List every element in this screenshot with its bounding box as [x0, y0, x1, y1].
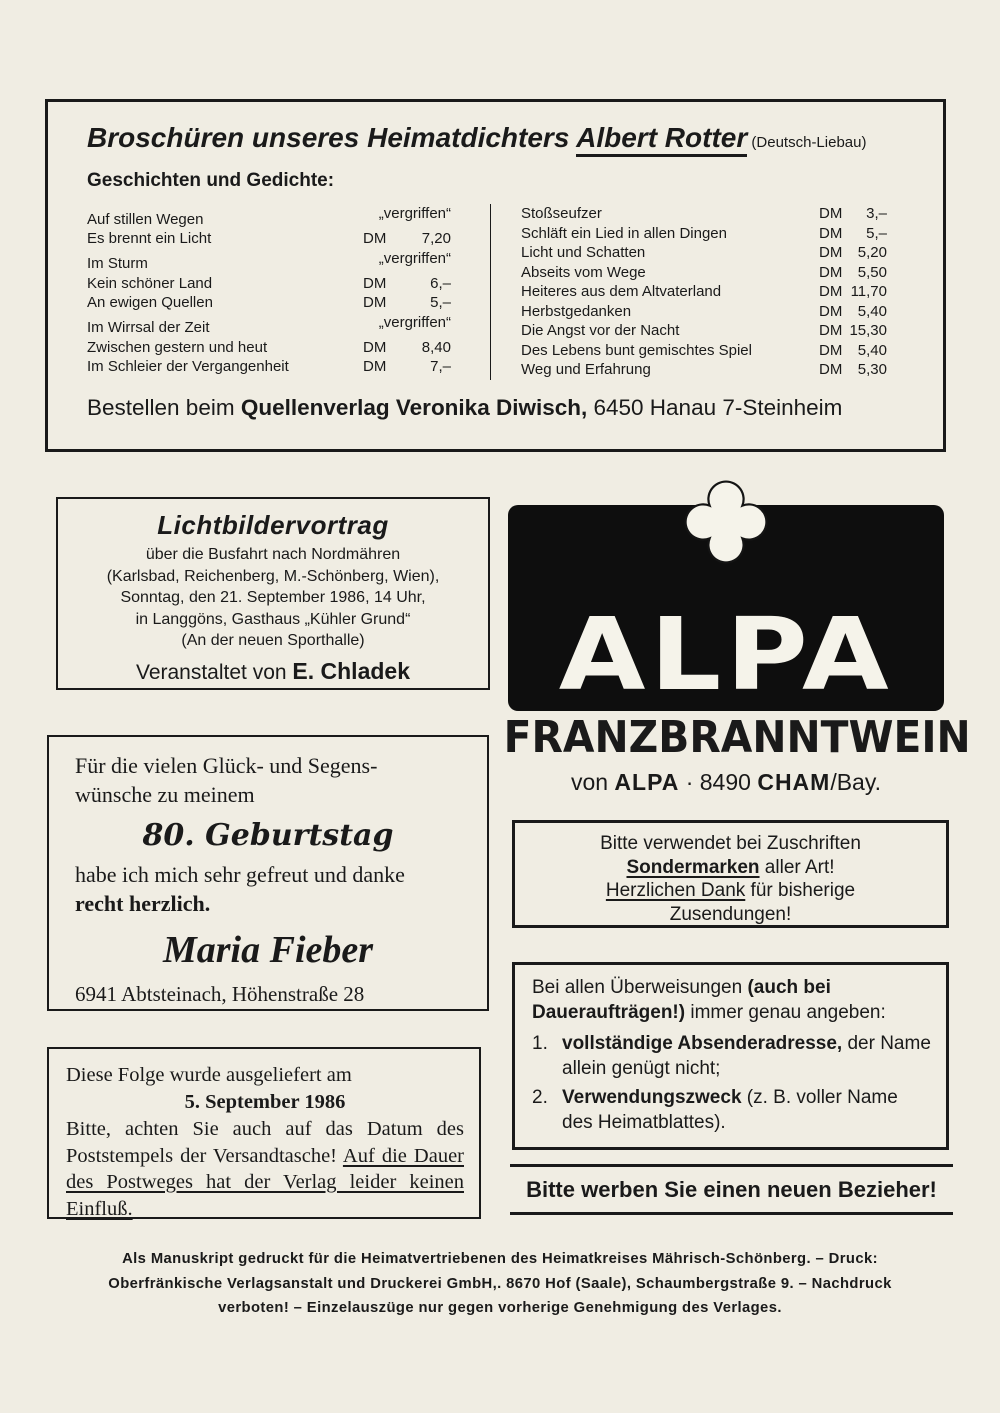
brochure-amount: 5,20: [857, 244, 887, 261]
brochure-amount: 5,30: [857, 361, 887, 378]
brochure-price: [363, 204, 451, 224]
lecture-line: (Karlsbad, Reichenberg, M.-Schönberg, Wien),: [106, 567, 440, 585]
brochure-price: [819, 341, 887, 361]
birthday-line: habe ich mich sehr gefreut und danke: [75, 862, 405, 887]
brochure-row: [521, 282, 887, 302]
lecture-organizer: [58, 658, 488, 685]
brochure-currency: DM: [363, 294, 387, 311]
brochure-amount: 11,70: [850, 283, 887, 300]
organizer-prefix: Veranstaltet von: [135, 660, 293, 684]
alpa-logo-box: [508, 505, 944, 711]
transfer-item-text: [562, 1032, 931, 1081]
imprint-line: Oberfränkische Verlagsanstalt und Druckerei GmbH,. 8670 Hof (Saale), Schaumbergstraße 9. – Nachdruck: [108, 1275, 892, 1292]
brochure-row: [87, 249, 451, 274]
brochure-amount: 5,50: [857, 263, 887, 281]
brochures-ad-box: [45, 99, 946, 452]
brochure-currency: DM: [819, 302, 843, 320]
lecture-line: (An der neuen Sporthalle): [181, 632, 365, 649]
brochure-amount: 15,30: [849, 322, 887, 339]
issue-date: 5. September 1986: [184, 1090, 346, 1113]
alpa-from-brand: ALPA: [614, 769, 680, 795]
brochure-title: Im Sturm: [87, 255, 148, 272]
brochure-row: [521, 360, 887, 380]
birthday-line: [75, 889, 461, 918]
brochure-price: [819, 204, 887, 224]
brochure-currency: DM: [363, 274, 387, 292]
brochure-title: Schläft ein Lied in allen Dingen: [521, 224, 727, 242]
lecture-title: Lichtbildervortrag: [157, 510, 389, 540]
brochure-price: [819, 224, 887, 244]
order-prefix: Bestellen beim: [87, 394, 241, 420]
brochure-price: [819, 243, 887, 263]
brochure-title: Kein schöner Land: [87, 274, 213, 292]
alpa-from-city: CHAM: [757, 769, 831, 795]
birthday-line-bold: recht herzlich.: [75, 891, 211, 916]
issue-body-underlined: Auf die Dauer des Postweges hat der Verlag leider keinen Einfluß.: [66, 1144, 464, 1220]
brochure-row: [521, 243, 887, 263]
brochure-title: Zwischen gestern und heut: [87, 338, 268, 356]
brochure-amount: 5,40: [857, 302, 887, 320]
transfer-item: [532, 1086, 931, 1135]
brochures-title-suffix: (Deutsch-Liebau): [747, 134, 867, 151]
stamps-request-box: [512, 820, 949, 928]
brochure-price: [363, 357, 451, 377]
brochure-row: [521, 341, 887, 361]
alpa-address-line: [508, 769, 944, 796]
brochure-row: [521, 263, 887, 283]
brochure-amount: „vergriffen“: [378, 249, 451, 267]
birthday-address: 6941 Abtsteinach, Höhenstraße 28: [75, 982, 365, 1006]
issue-body: [66, 1116, 464, 1222]
transfer-item-number: 2.: [532, 1087, 548, 1108]
alpa-product-name: FRANZBRANNTWEIN: [503, 713, 971, 763]
brochure-title: Licht und Schatten: [521, 244, 646, 261]
alpa-from-mid: · 8490: [679, 769, 758, 795]
subscribe-text: Bitte werben Sie einen neuen Bezieher!: [526, 1177, 937, 1202]
brochure-price: [363, 249, 451, 269]
lecture-details: [58, 544, 488, 652]
stamps-line: Bitte verwendet bei Zuschriften: [600, 833, 861, 854]
brochure-row: [521, 224, 887, 244]
brochure-amount: „vergriffen“: [378, 313, 451, 331]
brochure-title: Herbstgedanken: [521, 302, 632, 320]
brochure-amount: 5,–: [430, 294, 451, 311]
brochures-title: [87, 120, 913, 161]
transfer-item-bold: Verwendungszweck: [562, 1087, 742, 1108]
brochure-currency: DM: [819, 244, 843, 261]
brochure-row: [87, 338, 451, 358]
brochure-amount: „vergriffen“: [378, 205, 451, 222]
brochure-row: [521, 204, 887, 224]
brochures-columns: [87, 204, 913, 380]
brochures-author-name: Albert Rotter: [576, 122, 747, 157]
transfer-intro-rest: immer genau angeben:: [685, 1001, 886, 1023]
brochure-title: Auf stillen Wegen: [87, 210, 204, 228]
birthday-title: 80. Geburtstag: [142, 818, 394, 853]
brochure-title: An ewigen Quellen: [87, 294, 213, 311]
alpa-brand-wordmark: ALPA: [558, 596, 894, 713]
brochure-row: [87, 293, 451, 313]
brochure-price: [819, 302, 887, 322]
brochure-amount: 5,40: [857, 341, 887, 359]
transfer-item: [532, 1032, 931, 1081]
birthday-line: Für die vielen Glück- und Segens-: [75, 753, 378, 778]
brochure-amount: 7,–: [430, 358, 451, 375]
brochures-column-left: [87, 204, 490, 380]
brochure-title: Heiteres aus dem Altvaterland: [521, 283, 722, 300]
order-suffix: 6450 Hanau 7-Steinheim: [587, 394, 843, 420]
imprint-line: Als Manuskript gedruckt für die Heimatvertriebenen des Heimatkreises Mährisch-Schönberg. – Druck:: [122, 1251, 878, 1267]
transfer-item-rest: (z. B. voller Name des Heimatblattes).: [562, 1087, 898, 1133]
alpa-from-suffix: /Bay.: [830, 769, 882, 795]
lecture-line: Sonntag, den 21. September 1986, 14 Uhr,: [120, 589, 426, 606]
brochure-title: Des Lebens bunt gemischtes Spiel: [521, 341, 752, 359]
alpa-ad: [503, 478, 971, 796]
brochure-currency: DM: [363, 338, 387, 356]
transfer-item-bold: vollständige Absenderadresse,: [562, 1033, 843, 1054]
brochure-title: Es brennt ein Licht: [87, 230, 212, 247]
birthday-line: wünsche zu meinem: [75, 782, 255, 807]
order-publisher: Quellenverlag Veronika Diwisch,: [240, 394, 588, 420]
brochure-row: [521, 321, 887, 341]
clover-icon: [682, 478, 770, 566]
brochure-row: [87, 204, 451, 229]
subscribe-banner: [510, 1164, 953, 1215]
brochure-currency: DM: [819, 361, 843, 378]
brochure-price: [819, 282, 887, 302]
brochure-price: [819, 263, 887, 283]
stamps-line: Zusendungen!: [669, 903, 792, 925]
brochure-currency: DM: [819, 205, 843, 222]
brochure-amount: 5,–: [866, 224, 887, 242]
brochure-amount: 6,–: [430, 274, 451, 292]
transfer-item-rest: der Name allein genügt nicht;: [562, 1033, 931, 1079]
stamps-line: [515, 879, 946, 903]
imprint-line: verboten! – Einzelauszüge nur gegen vorherige Genehmigung des Verlages.: [218, 1300, 782, 1316]
issue-line: Diese Folge wurde ausgeliefert am: [66, 1064, 352, 1086]
lecture-ad-box: [56, 497, 490, 690]
birthday-thanks-box: [47, 735, 489, 1011]
birthday-signature: Maria Fieber: [162, 929, 374, 971]
brochure-row: [87, 357, 451, 377]
transfer-notice-box: [512, 962, 949, 1150]
brochure-price: [363, 338, 451, 358]
brochure-title: Die Angst vor der Nacht: [521, 322, 680, 339]
brochure-currency: DM: [819, 283, 843, 300]
transfer-intro-bold: (auch bei Daueraufträgen!): [532, 977, 831, 1023]
brochure-currency: DM: [819, 224, 843, 242]
organizer-name: E. Chladek: [292, 657, 411, 684]
transfer-item-number: 1.: [532, 1033, 548, 1054]
imprint-footer: [55, 1247, 945, 1321]
lecture-line: über die Busfahrt nach Nordmähren: [145, 546, 401, 563]
brochure-title: Stoßseufzer: [521, 205, 602, 222]
brochure-currency: DM: [819, 263, 843, 281]
brochure-amount: 3,–: [866, 205, 887, 222]
stamps-line-rest: aller Art!: [759, 856, 835, 878]
stamps-thanks: Herzlichen Dank: [605, 880, 746, 901]
brochure-row: [521, 302, 887, 322]
brochure-row: [87, 274, 451, 294]
issue-body-text: Bitte, achten Sie auch auf das Datum des Poststempels der Versandtasche!: [66, 1118, 464, 1167]
brochure-currency: DM: [819, 322, 843, 339]
brochure-title: Abseits vom Wege: [521, 263, 646, 281]
brochure-currency: DM: [363, 230, 387, 247]
brochure-row: [87, 313, 451, 338]
transfer-item-text: [562, 1086, 931, 1135]
brochure-price: [819, 321, 887, 341]
brochure-amount: 8,40: [421, 338, 451, 356]
stamps-line-rest: für bisherige: [745, 880, 856, 901]
brochure-title: Weg und Erfahrung: [521, 361, 651, 378]
brochure-currency: DM: [363, 358, 387, 375]
alpa-from-prefix: von: [570, 769, 615, 795]
brochures-order-line: [87, 393, 913, 423]
brochure-amount: 7,20: [421, 230, 451, 247]
brochure-price: [363, 274, 451, 294]
brochure-price: [363, 229, 451, 249]
lecture-line: in Langgöns, Gasthaus „Kühler Grund“: [135, 610, 411, 628]
brochures-subtitle: Geschichten und Gedichte:: [87, 170, 335, 191]
brochure-title: Im Wirrsal der Zeit: [87, 319, 210, 336]
brochure-currency: DM: [819, 341, 843, 359]
brochure-price: [363, 313, 451, 333]
brochures-column-right: [490, 204, 913, 380]
stamps-line: [515, 856, 946, 880]
brochure-price: [819, 360, 887, 380]
transfer-intro: [532, 976, 931, 1025]
stamps-keyword: Sondermarken: [626, 856, 760, 878]
transfer-intro-text: Bei allen Überweisungen: [532, 977, 748, 998]
issue-delivery-box: [47, 1047, 481, 1219]
brochure-row: [87, 229, 451, 249]
brochures-title-main: Broschüren unseres Heimatdichters: [87, 122, 577, 153]
brochure-title: Im Schleier der Vergangenheit: [87, 358, 289, 375]
brochure-price: [363, 293, 451, 313]
